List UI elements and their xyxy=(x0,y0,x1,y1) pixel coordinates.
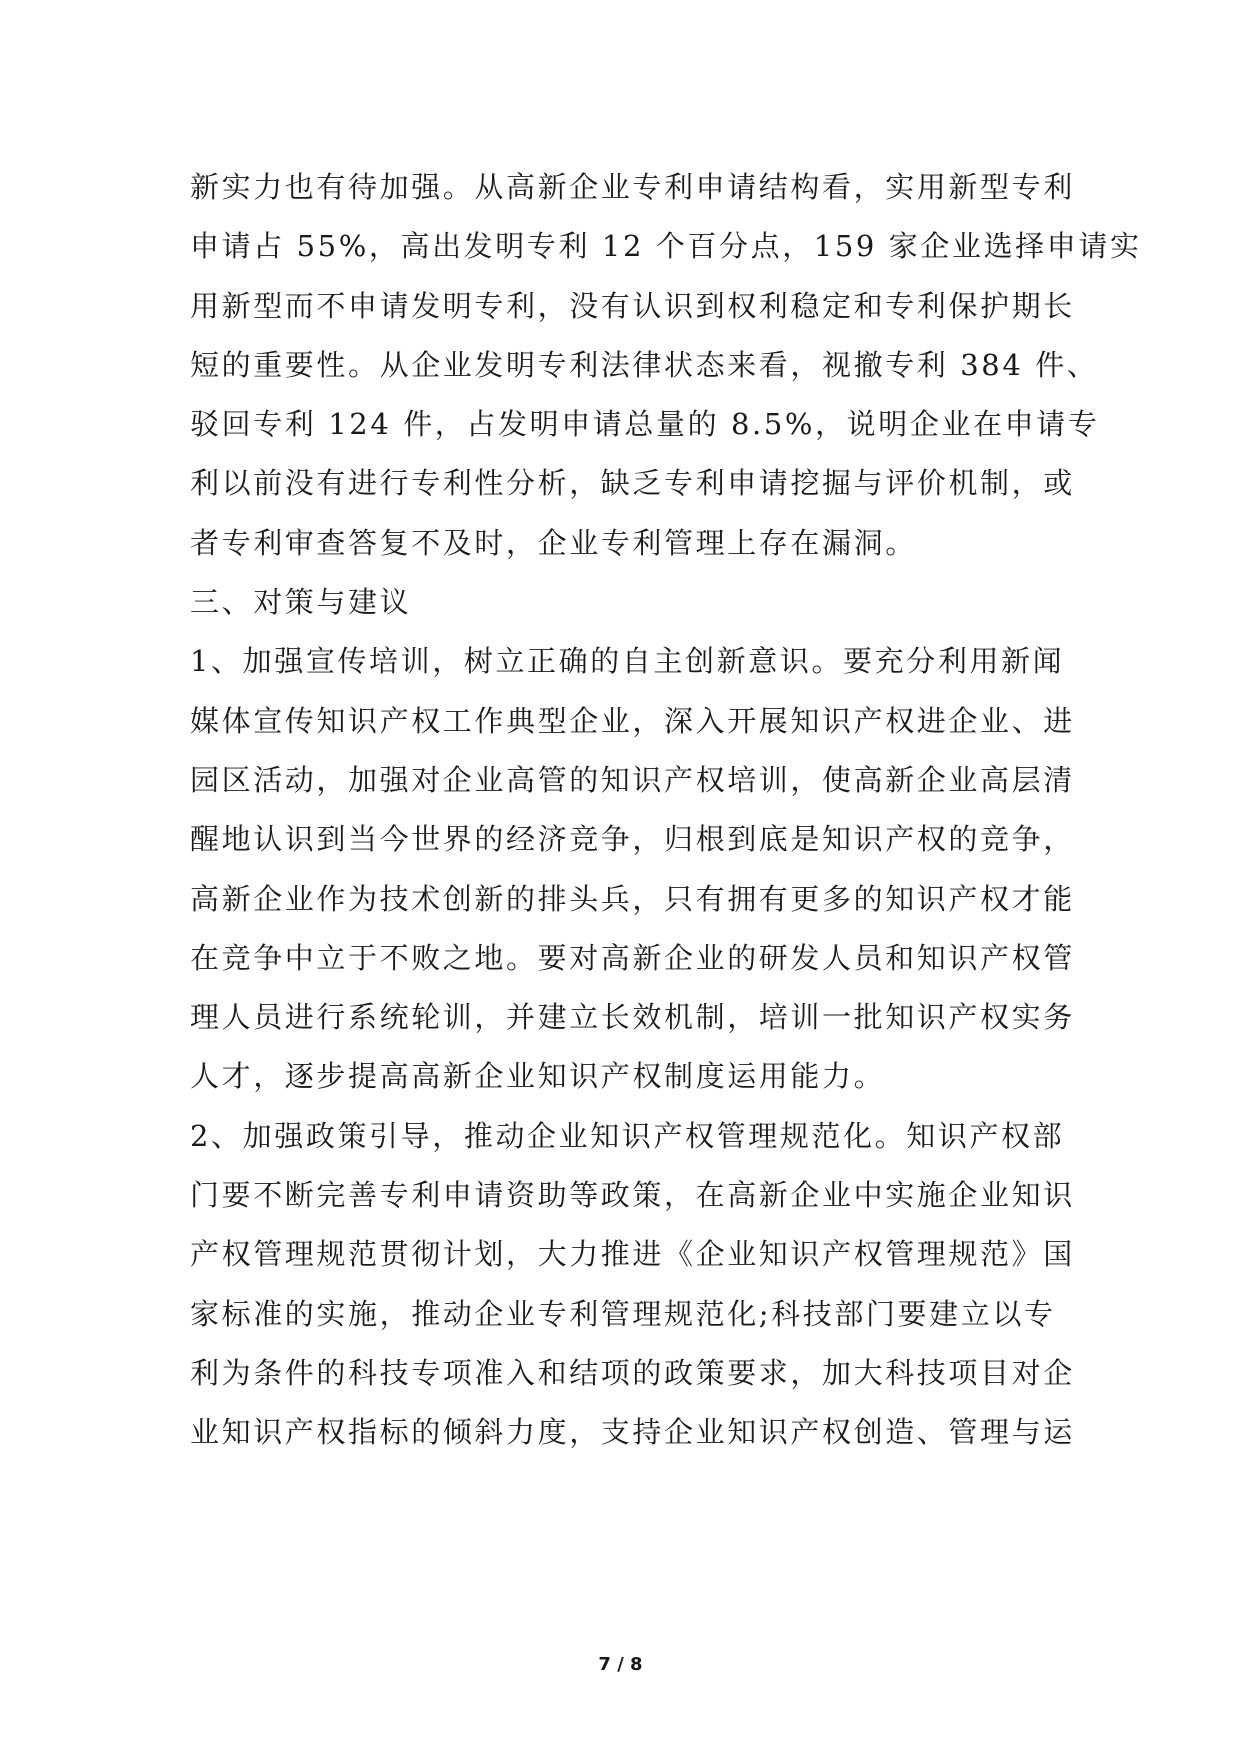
section-heading: 三、对策与建议 xyxy=(190,585,412,620)
text-line: 申请占 55%，高出发明专利 12 个百分点，159 家企业选择申请实 xyxy=(190,229,1142,264)
text-line: 门要不断完善专利申请资助等政策，在高新企业中实施企业知识 xyxy=(190,1178,1075,1213)
text-line: 人才，逐步提高高新企业知识产权制度运用能力。 xyxy=(190,1059,886,1094)
text-line: 在竞争中立于不败之地。要对高新企业的研发人员和知识产权管 xyxy=(190,940,1075,975)
text-line: 高新企业作为技术创新的排头兵，只有拥有更多的知识产权才能 xyxy=(190,881,1075,916)
page-number: 7 / 8 xyxy=(598,1654,643,1675)
text-line: 利以前没有进行专利性分析，缺乏专利申请挖掘与评价机制，或 xyxy=(190,466,1075,501)
text-line: 利为条件的科技专项准入和结项的政策要求，加大科技项目对企 xyxy=(190,1355,1075,1390)
text-line: 短的重要性。从企业发明专利法律状态来看，视撤专利 384 件、 xyxy=(190,347,1099,382)
text-line: 1、加强宣传培训，树立正确的自主创新意识。要充分利用新闻 xyxy=(190,644,1065,679)
text-line: 家标准的实施，推动企业专利管理规范化;科技部门要建立以专 xyxy=(190,1296,1056,1331)
text-line: 理人员进行系统轮训，并建立长效机制，培训一批知识产权实务 xyxy=(190,1000,1075,1035)
text-line: 者专利审查答复不及时，企业专利管理上存在漏洞。 xyxy=(190,525,917,560)
text-line: 产权管理规范贯彻计划，大力推进《企业知识产权管理规范》国 xyxy=(190,1237,1075,1272)
text-line: 媒体宣传知识产权工作典型企业，深入开展知识产权进企业、进 xyxy=(190,703,1075,738)
text-line: 用新型而不申请发明专利，没有认识到权利稳定和专利保护期长 xyxy=(190,288,1075,323)
text-line: 驳回专利 124 件，占发明申请总量的 8.5%，说明企业在申请专 xyxy=(190,407,1100,442)
text-line: 园区活动，加强对企业高管的知识产权培训，使高新企业高层清 xyxy=(190,762,1075,797)
text-line: 2、加强政策引导，推动企业知识产权管理规范化。知识产权部 xyxy=(190,1118,1065,1153)
body-text xyxy=(190,158,1142,1463)
text-line: 新实力也有待加强。从高新企业专利申请结构看，实用新型专利 xyxy=(190,170,1075,204)
text-line: 业知识产权指标的倾斜力度，支持企业知识产权创造、管理与运 xyxy=(190,1415,1075,1450)
text-line: 醒地认识到当今世界的经济竞争，归根到底是知识产权的竞争， xyxy=(190,822,1075,857)
